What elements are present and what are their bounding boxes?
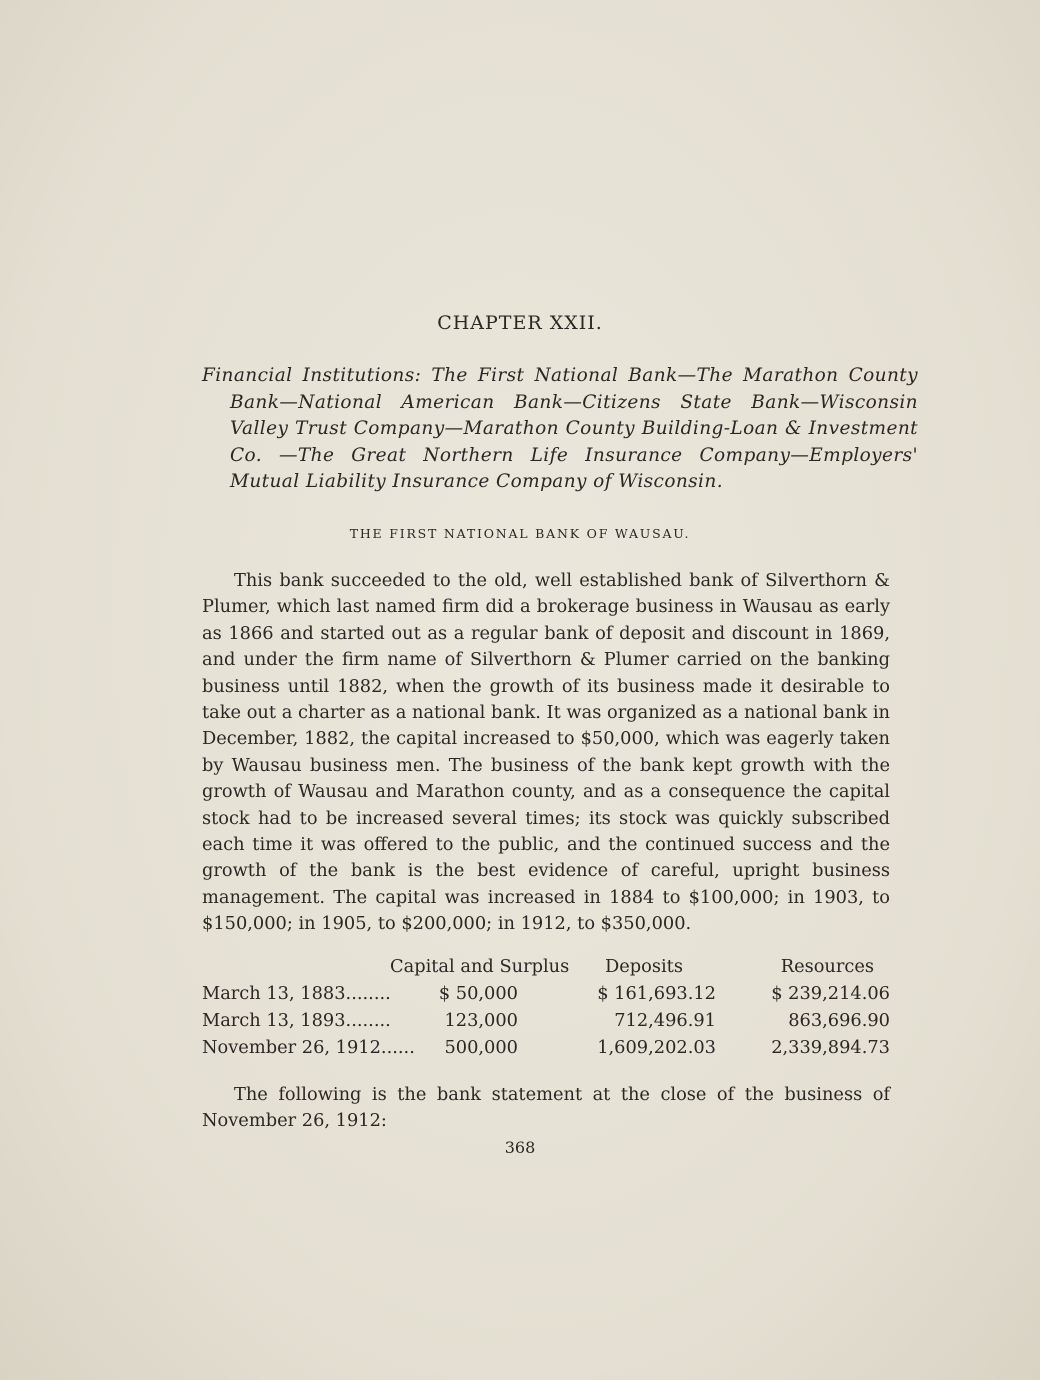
- body-paragraph: This bank succeeded to the old, well established bank of Silverthorn & Plumer, which last named firm did a brokerage business in Wausau as early as 1866 and started out as a regular bank of deposit and discount in 1869, and under the firm name of Silverthorn & Plumer carried on the banking business until 1882, when the growth of its business made it desirable to take out a charter as a national bank. It was organized as a national bank in December, 1882, the capital increased to $50,000, which was eagerly taken by Wausau business men. The business of the bank kept growth with the growth of Wausau and Marathon county, and as a consequence the capital stock had to be increased several times; its stock was quickly subscribed each time it was offered to the public, and the continued success and the growth of the bank is the best evidence of careful, upright business management. The capital was increased in 1884 to $100,000; in 1903, to $150,000; in 1905, to $200,000; in 1912, to $350,000.: [202, 570, 890, 935]
- table-row: [202, 1010, 890, 1037]
- row-deposits: 712,496.91: [614, 1010, 716, 1031]
- section-heading: THE FIRST NATIONAL BANK OF WAUSAU.: [349, 526, 691, 541]
- chapter-summary: Financial Institutions: The First National Bank—The Marathon County Bank—National American Bank—Citizens State Bank—Wisconsin Valley Trust Company—Marathon County Building-Loan & Investment Co. —The Great Northern Life Insurance Company—Employers' Mutual Liability Insurance Company of Wisconsin.: [202, 365, 918, 492]
- chapter-title: CHAPTER XXII.: [437, 312, 603, 334]
- page-number: 368: [504, 1138, 536, 1157]
- table-row: [202, 983, 890, 1010]
- row-deposits: $ 161,693.12: [597, 983, 716, 1004]
- row-date: November 26, 1912......: [202, 1037, 415, 1058]
- row-capital: $ 50,000: [438, 983, 518, 1004]
- row-resources: 2,339,894.73: [771, 1037, 890, 1058]
- row-date: March 13, 1893........: [202, 1010, 391, 1031]
- table-header-row: [202, 956, 890, 983]
- table-row: [202, 1037, 890, 1064]
- row-resources: 863,696.90: [788, 1010, 890, 1031]
- closing-paragraph: The following is the bank statement at the close of the business of November 26, 1912:: [202, 1084, 890, 1132]
- header-deposits: Deposits: [605, 956, 683, 977]
- header-capital-surplus: Capital and Surplus: [390, 956, 570, 977]
- bank-figures-table: [202, 956, 890, 1064]
- row-date: March 13, 1883........: [202, 983, 391, 1004]
- row-deposits: 1,609,202.03: [597, 1037, 716, 1058]
- row-capital: 123,000: [444, 1010, 518, 1031]
- row-capital: 500,000: [444, 1037, 518, 1058]
- header-resources: Resources: [780, 956, 874, 977]
- row-resources: $ 239,214.06: [771, 983, 890, 1004]
